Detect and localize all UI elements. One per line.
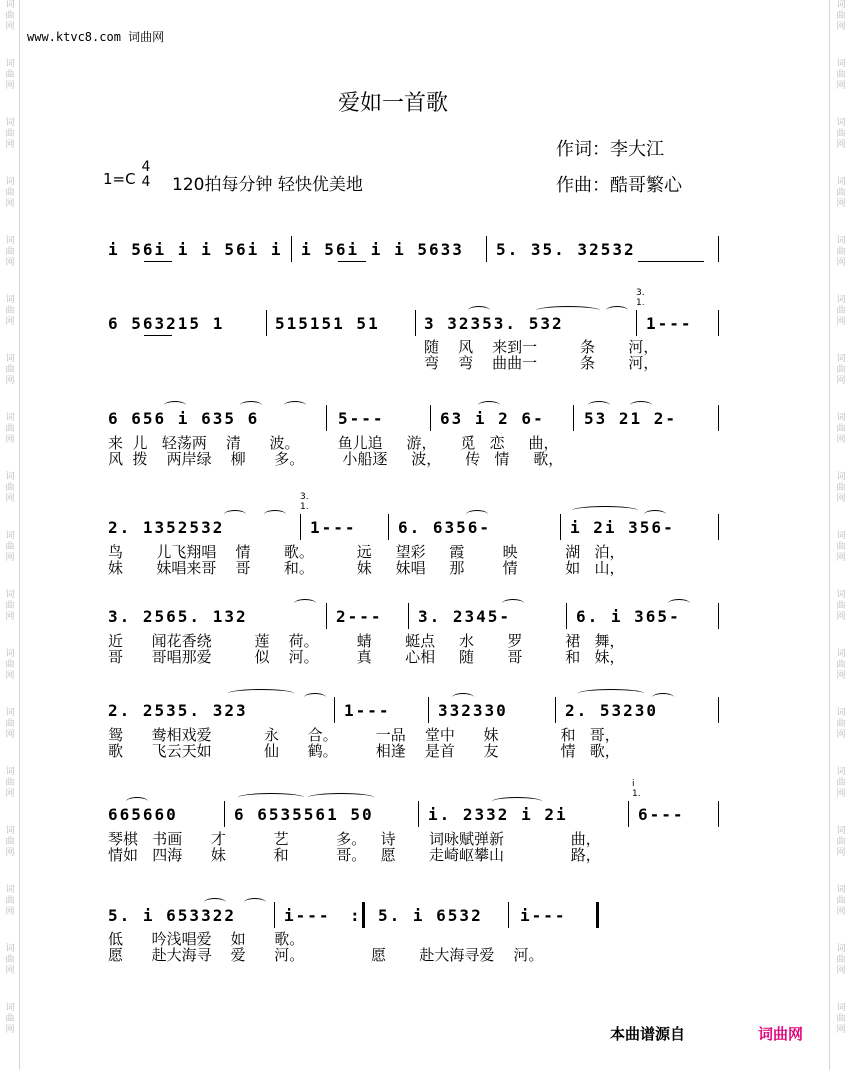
- tempo-marking: 120拍每分钟 轻快优美地: [172, 175, 363, 195]
- watermark-text: 词 曲 网: [5, 767, 15, 799]
- slur: [240, 401, 262, 410]
- watermark-text: 词 曲 网: [836, 708, 846, 740]
- watermark-text: 词 曲 网: [5, 177, 15, 209]
- measure: 1---: [646, 314, 693, 333]
- barline: [428, 697, 429, 723]
- watermark-text: 词 曲 网: [836, 767, 846, 799]
- slur: [502, 599, 524, 608]
- lyric-line: 近 闻花香绕 莲 荷。 蜻 蜓点 水 罗 裙 舞，: [108, 632, 625, 650]
- watermark-text: 词 曲 网: [836, 118, 846, 150]
- barline: [266, 310, 267, 336]
- barline: [224, 801, 225, 827]
- barline: [326, 603, 327, 629]
- measure: i. 2332 i 2i: [428, 805, 568, 824]
- measure: 6 656 i 635 6: [108, 409, 260, 428]
- measure: 665660: [108, 805, 178, 824]
- measure: 515151 51: [275, 314, 380, 333]
- slur: [264, 510, 286, 519]
- measure: 6---: [638, 805, 685, 824]
- lyric-line: 低 吟浅唱爱 如 歌。: [108, 930, 305, 948]
- measure: 3. 2565. 132: [108, 607, 248, 626]
- slur: [492, 797, 542, 806]
- watermark-text: 词 曲 网: [5, 885, 15, 917]
- watermark-text: 词 曲 网: [836, 885, 846, 917]
- beam-line: [144, 335, 172, 336]
- beam-line: [338, 261, 366, 262]
- lyric-line: 弯 弯 曲曲一 条 河，: [424, 354, 659, 372]
- measure: 5. i 653322: [108, 906, 236, 925]
- barline: [430, 405, 431, 431]
- watermark-text: 词 曲 网: [836, 826, 846, 858]
- staff-row-7: [108, 779, 720, 831]
- slur: [244, 898, 266, 907]
- watermark-text: 词 曲 网: [5, 354, 15, 386]
- slur: [224, 510, 246, 519]
- time-signature: [139, 160, 153, 190]
- watermark-text: 词 曲 网: [836, 236, 846, 268]
- watermark-text: 词 曲 网: [5, 0, 15, 32]
- lyric-line: 鸳 鸯相戏爱 永 合。 一品 堂中 妹 和 哥，: [108, 726, 620, 744]
- right-guide-line: [829, 0, 830, 1070]
- barline: [636, 310, 637, 336]
- lyric-line: 来 儿 轻荡两 清 波。 鱼儿追 游， 觅 恋 曲，: [108, 434, 559, 452]
- watermark-text: 词 曲 网: [836, 177, 846, 209]
- measure: 5---: [338, 409, 385, 428]
- watermark-text: 词 曲 网: [5, 236, 15, 268]
- measure: i---: [520, 906, 567, 925]
- watermark-text: 词 曲 网: [5, 413, 15, 445]
- watermark-text: 词 曲 网: [836, 1003, 846, 1035]
- footer-source-label: 本曲谱源自: [610, 1025, 686, 1043]
- lyric-line: 随 风 来到一 条 河，: [424, 338, 659, 356]
- measure: 332330: [438, 701, 508, 720]
- watermark-strip-left: [3, 0, 17, 1070]
- barline: [718, 405, 719, 431]
- watermark-text: 词 曲 网: [836, 944, 846, 976]
- barline: [628, 801, 629, 827]
- measure: 6 563215 1: [108, 314, 225, 333]
- barline: [718, 310, 719, 336]
- watermark-text: 词 曲 网: [836, 649, 846, 681]
- barline: [326, 405, 327, 431]
- barline: [555, 697, 556, 723]
- measure: 2. 1352532: [108, 518, 225, 537]
- slur: [536, 306, 600, 315]
- lyric-line: 哥 哥唱那爱 似 河。 真 心相 随 哥 和 妹，: [108, 648, 625, 666]
- repeat-barline: [362, 902, 365, 928]
- slur: [588, 401, 610, 410]
- slur: [668, 599, 690, 608]
- slur: [652, 693, 674, 702]
- slur: [164, 401, 186, 410]
- song-title: 爱如一首歌: [338, 91, 449, 116]
- lyric-line: 妹 妹唱来哥 哥 和。 妹 妹唱 那 情 如 山，: [108, 559, 625, 577]
- measure: 53 21 2-: [584, 409, 678, 428]
- repeat-ending-mark: 3. 1.: [300, 492, 309, 512]
- slur: [284, 401, 306, 410]
- measure: i 56i i i 5633: [301, 240, 464, 259]
- measure: 2. 2535. 323: [108, 701, 248, 720]
- measure: 1---: [310, 518, 357, 537]
- slur: [228, 689, 294, 698]
- watermark-text: 词 曲 网: [5, 590, 15, 622]
- slur: [578, 689, 644, 698]
- slur: [572, 506, 638, 515]
- barline: [486, 236, 487, 262]
- measure: 5. i 6532: [378, 906, 483, 925]
- staff-row-6: [108, 697, 720, 727]
- footer-site-link[interactable]: 词曲网: [758, 1025, 804, 1043]
- slur: [468, 306, 490, 315]
- slur: [238, 793, 304, 802]
- lyric-line: 愿 赴大海寻 爱 河。 愿 赴大海寻爱 河。: [108, 946, 544, 964]
- slur: [606, 306, 628, 315]
- watermark-text: 词 曲 网: [836, 413, 846, 445]
- key-signature: 1=C: [103, 170, 136, 188]
- slur: [294, 599, 316, 608]
- lyricist-credit: 作词：李大江: [556, 139, 664, 160]
- lyric-line: 情如 四海 妹 和 哥。 愿 走崎岖攀山 路，: [108, 846, 601, 864]
- staff-row-4: [108, 492, 720, 544]
- composer-credit: 作曲：酷哥繁心: [556, 175, 682, 196]
- watermark-text: 词 曲 网: [5, 59, 15, 91]
- repeat-sign: :: [350, 906, 362, 925]
- time-signature-bottom: 4: [141, 174, 151, 190]
- lyric-line: 鸟 儿飞翔唱 情 歌。 远 望彩 霞 映 湖 泊，: [108, 543, 625, 561]
- slur: [308, 793, 374, 802]
- barline: [415, 310, 416, 336]
- final-barline: [596, 902, 599, 928]
- watermark-text: 词 曲 网: [836, 472, 846, 504]
- measure: 2. 53230: [565, 701, 659, 720]
- staff-row-3: [108, 405, 720, 435]
- barline: [718, 603, 719, 629]
- watermark-text: 词 曲 网: [836, 590, 846, 622]
- barline: [508, 902, 509, 928]
- slur: [204, 898, 226, 907]
- barline: [408, 603, 409, 629]
- watermark-text: 词 曲 网: [5, 708, 15, 740]
- site-url: www.ktvc8.com 词曲网: [27, 30, 165, 44]
- slur: [644, 510, 666, 519]
- barline: [566, 603, 567, 629]
- barline: [334, 697, 335, 723]
- lyric-line: 琴棋 书画 才 艺 多。 诗 词咏赋弹新 曲，: [108, 830, 601, 848]
- watermark-text: 词 曲 网: [836, 295, 846, 327]
- left-guide-line: [19, 0, 20, 1070]
- measure: i 2i 356-: [570, 518, 675, 537]
- barline: [718, 697, 719, 723]
- lyric-line: 歌 飞云天如 仙 鹤。 相逢 是首 友 情 歌，: [108, 742, 620, 760]
- measure: 6 6535561 50: [234, 805, 374, 824]
- slur: [466, 510, 488, 519]
- watermark-text: 词 曲 网: [5, 118, 15, 150]
- slur: [304, 693, 326, 702]
- slur: [630, 401, 652, 410]
- watermark-text: 词 曲 网: [5, 472, 15, 504]
- measure: i 56i i i 56i i: [108, 240, 283, 259]
- slur: [478, 401, 500, 410]
- lyric-line: 风 拨 两岸绿 柳 多。 小船逐 波， 传 情 歌，: [108, 450, 564, 468]
- staff-row-5: [108, 603, 720, 633]
- watermark-text: 词 曲 网: [5, 944, 15, 976]
- measure: 1---: [344, 701, 391, 720]
- watermark-text: 词 曲 网: [5, 1003, 15, 1035]
- slur: [452, 693, 474, 702]
- watermark-text: 词 曲 网: [5, 649, 15, 681]
- barline: [274, 902, 275, 928]
- watermark-text: 词 曲 网: [836, 0, 846, 32]
- barline: [718, 801, 719, 827]
- repeat-ending-mark: i 1.: [632, 779, 641, 799]
- measure: 6. 6356-: [398, 518, 492, 537]
- watermark-strip-right: [834, 0, 848, 1070]
- staff-row-1: [108, 236, 720, 266]
- measure: 3 32353. 532: [424, 314, 564, 333]
- barline: [718, 236, 719, 262]
- watermark-text: 词 曲 网: [5, 531, 15, 563]
- slur: [126, 797, 148, 806]
- barline: [573, 405, 574, 431]
- watermark-text: 词 曲 网: [5, 295, 15, 327]
- watermark-text: 词 曲 网: [836, 531, 846, 563]
- measure: 63 i 2 6-: [440, 409, 545, 428]
- barline: [300, 514, 301, 540]
- measure: i---: [284, 906, 331, 925]
- measure: 5. 35. 32532: [496, 240, 636, 259]
- measure: 3. 2345-: [418, 607, 512, 626]
- measure: 6. i 365-: [576, 607, 681, 626]
- beam-line: [638, 261, 704, 262]
- watermark-text: 词 曲 网: [836, 354, 846, 386]
- repeat-ending-mark: 3. 1.: [636, 288, 645, 308]
- watermark-text: 词 曲 网: [836, 59, 846, 91]
- barline: [560, 514, 561, 540]
- time-signature-top: 4: [141, 159, 151, 175]
- barline: [388, 514, 389, 540]
- watermark-text: 词 曲 网: [5, 826, 15, 858]
- barline: [291, 236, 292, 262]
- beam-line: [144, 261, 172, 262]
- barline: [418, 801, 419, 827]
- barline: [718, 514, 719, 540]
- measure: 2---: [336, 607, 383, 626]
